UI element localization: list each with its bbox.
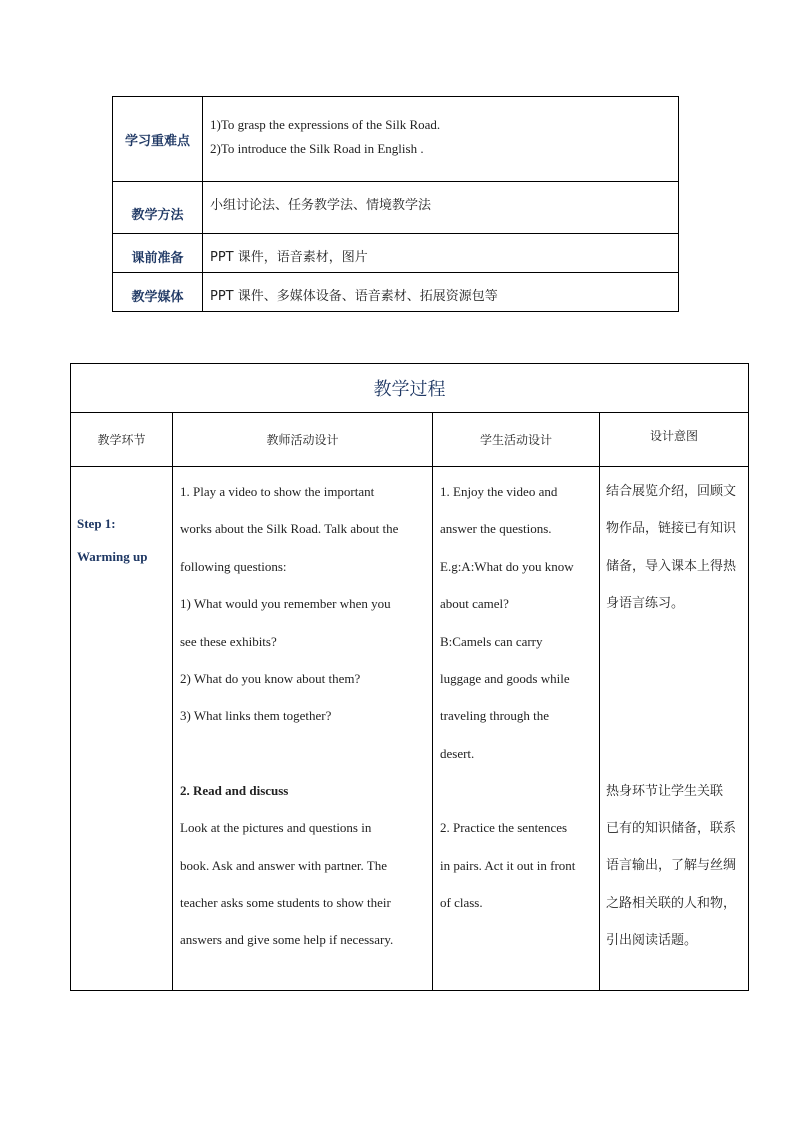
teacher-line: works about the Silk Road. Talk about the [180,521,399,537]
lesson-info-table [112,96,679,312]
key-points-content [203,97,679,182]
header-teacher-activity: 教师活动设计 [173,413,433,467]
teacher-line: answers and give some help if necessary. [180,932,394,948]
student-line: in pairs. Act it out in front [440,857,576,873]
label-media: 教学媒体 [113,273,203,312]
teacher-line: see these exhibits? [180,633,277,649]
process-title: 教学过程 [71,364,749,413]
teacher-line: 3) What links them together? [180,708,332,724]
spacer [180,735,424,772]
teacher-line: Look at the pictures and questions in [180,820,372,836]
intent-line: 热身环节让学生关联 [606,783,724,799]
intent-line: 语言输出，了解与丝绸 [606,858,737,874]
intent-line: 引出阅读话题。 [606,933,698,949]
teacher-section-heading: 2. Read and discuss [180,782,289,798]
student-line: traveling through the [440,708,550,724]
teacher-line: teacher asks some students to show their [180,895,391,911]
teacher-line: 1) What would you remember when you [180,596,391,612]
step-number: Step 1: [77,516,116,531]
intent-line: 物作品，链接已有知识 [606,521,737,537]
step-cell [71,467,173,991]
label-key-points: 学习重难点 [113,97,203,182]
student-line: of class. [440,895,483,911]
label-methods: 教学方法 [113,182,203,234]
intent-line: 储备，导入课本上得热 [606,558,737,574]
teacher-line: following questions: [180,558,287,574]
teaching-process-table [70,363,749,991]
intent-line: 已有的知识储备，联系 [606,821,737,837]
student-line: luggage and goods while [440,671,570,687]
media-content: PPT 课件、多媒体设备、语音素材、拓展资源包等 [203,273,679,312]
spacer [606,623,744,773]
student-line: 2. Practice the sentences [440,820,568,836]
info-row-media [113,273,679,312]
header-stage: 教学环节 [71,413,173,467]
info-row-methods [113,182,679,234]
key-point-2: 2)To introduce the Silk Road in English . [210,141,424,156]
header-student-activity: 学生活动设计 [433,413,600,467]
intent-line: 结合展览介绍，回顾文 [606,484,737,499]
info-row-preparation [113,234,679,273]
intent-line: 身语言练习。 [606,596,685,612]
header-design-intent: 设计意图 [600,413,749,467]
spacer [440,772,591,809]
student-activity-cell [433,467,600,991]
methods-content: 小组讨论法、任务教学法、情境教学法 [203,182,679,234]
teacher-line: 2) What do you know about them? [180,671,361,687]
info-row-key-points [113,97,679,182]
intent-line: 之路相关联的人和物， [606,895,737,911]
teacher-line: book. Ask and answer with partner. The [180,857,387,873]
process-header-row [71,413,749,467]
process-title-row [71,364,749,413]
student-line: desert. [440,745,475,761]
student-line: answer the questions. [440,521,552,537]
preparation-content: PPT 课件，语音素材，图片 [203,234,679,273]
process-step-row [71,467,749,991]
student-line: B:Camels can carry [440,633,543,649]
teacher-line: 1. Play a video to show the important [180,484,375,499]
label-preparation: 课前准备 [113,234,203,273]
teacher-activity-cell [173,467,433,991]
student-line: E.g:A:What do you know [440,558,574,574]
key-point-1: 1)To grasp the expressions of the Silk Road. [210,117,441,132]
student-line: about camel? [440,596,509,612]
step-name: Warming up [77,549,148,564]
student-line: 1. Enjoy the video and [440,484,558,499]
design-intent-cell [600,467,749,991]
